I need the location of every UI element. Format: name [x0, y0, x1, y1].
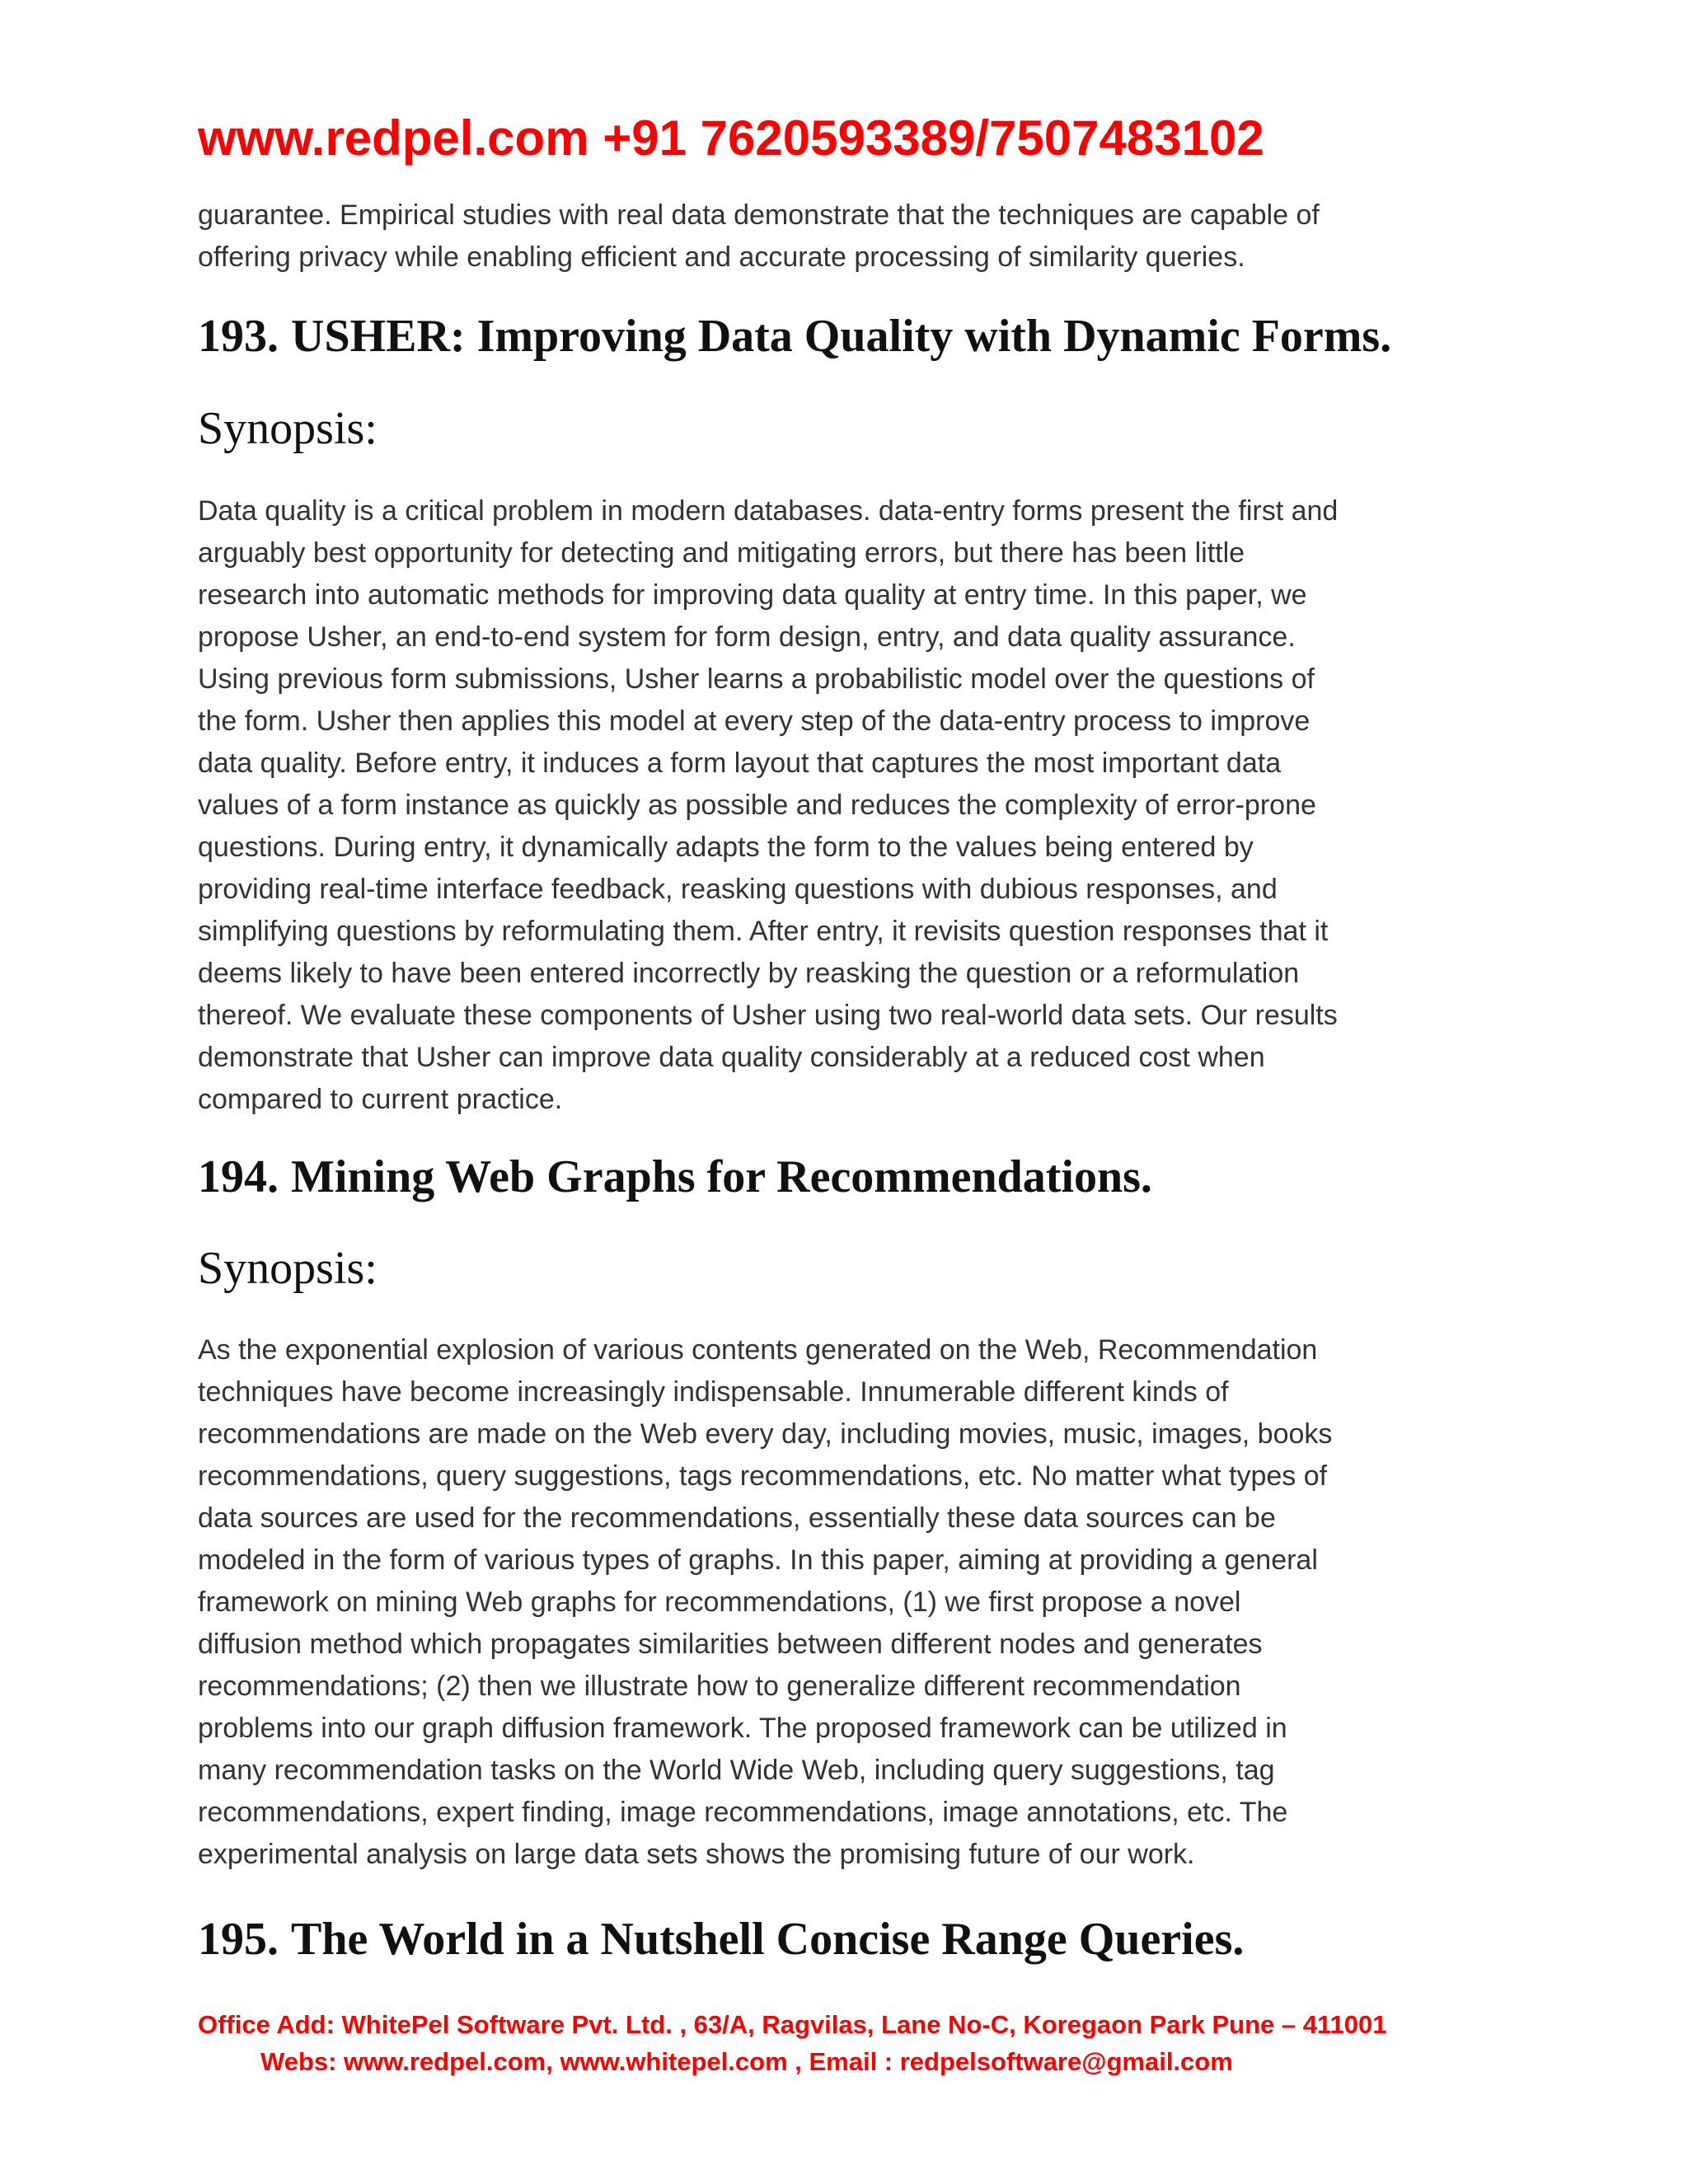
footer-web-email: Webs: www.redpel.com, www.whitepel.com , Email : redpelsoftware@gmail.com — [260, 2047, 1233, 2076]
paragraph-line: modeled in the form of various types of graphs. In this paper, aiming at providing a general — [198, 1544, 1318, 1576]
intro-paragraph — [198, 194, 1500, 279]
paragraph-line: recommendations; (2) then we illustrate how to generalize different recommendation — [198, 1671, 1241, 1702]
section-number: 195. — [198, 1914, 279, 1965]
paragraph-line: propose Usher, an end-to-end system for form design, entry, and data quality assurance. — [198, 621, 1296, 653]
section-paragraph-193 — [198, 490, 1500, 1121]
section-heading-194 — [198, 1147, 1152, 1207]
paragraph-line: problems into our graph diffusion framework. The proposed framework can be utilized in — [198, 1713, 1287, 1744]
section-number: 194. — [198, 1151, 279, 1202]
paragraph-line: providing real-time interface feedback, reasking questions with dubious responses, and — [198, 874, 1278, 905]
paragraph-line: Data quality is a critical problem in modern databases. data-entry forms present the first and — [198, 495, 1339, 527]
page-header-contact: www.redpel.com +91 7620593389/7507483102 — [198, 110, 1264, 166]
paragraph-line: experimental analysis on large data sets shows the promising future of our work. — [198, 1839, 1195, 1870]
paragraph-line: data quality. Before entry, it induces a form layout that captures the most important data — [198, 748, 1282, 779]
section-title: USHER: Improving Data Quality with Dynamic Forms. — [291, 311, 1392, 362]
paragraph-line: recommendations, query suggestions, tags recommendations, etc. No matter what types of — [198, 1460, 1328, 1492]
paragraph-line: diffusion method which propagates similarities between different nodes and generates — [198, 1629, 1263, 1660]
footer-office-address: Office Add: WhitePel Software Pvt. Ltd. , 63/A, Ragvilas, Lane No-C, Koregaon Park Pune – 411001 — [198, 2010, 1387, 2039]
synopsis-label: Synopsis: — [198, 1243, 377, 1294]
paragraph-line: recommendations, expert finding, image recommendations, image annotations, etc. The — [198, 1797, 1288, 1828]
paragraph-line: many recommendation tasks on the World Wide Web, including query suggestions, tag — [198, 1755, 1275, 1786]
paragraph-line: research into automatic methods for improving data quality at entry time. In this paper, we — [198, 579, 1307, 611]
section-heading-193 — [198, 307, 1391, 366]
synopsis-label: Synopsis: — [198, 403, 377, 454]
paragraph-line: techniques have become increasingly indispensable. Innumerable different kinds of — [198, 1376, 1229, 1408]
paragraph-line: values of a form instance as quickly as possible and reduces the complexity of error-prone — [198, 790, 1316, 821]
section-title: Mining Web Graphs for Recommendations. — [291, 1151, 1152, 1202]
section-title: The World in a Nutshell Concise Range Queries. — [291, 1914, 1245, 1965]
section-heading-195 — [198, 1910, 1244, 1969]
paragraph-line: compared to current practice. — [198, 1084, 563, 1115]
paragraph-line: the form. Usher then applies this model at every step of the data-entry process to improve — [198, 705, 1311, 737]
section-paragraph-194 — [198, 1329, 1500, 1876]
paragraph-line: arguably best opportunity for detecting and mitigating errors, but there has been little — [198, 537, 1245, 569]
paragraph-line: questions. During entry, it dynamically adapts the form to the values being entered by — [198, 832, 1254, 863]
paragraph-line: As the exponential explosion of various contents generated on the Web, Recommendation — [198, 1334, 1318, 1366]
paragraph-line: guarantee. Empirical studies with real data demonstrate that the techniques are capable of — [198, 199, 1320, 231]
paragraph-line: deems likely to have been entered incorrectly by reasking the question or a reformulation — [198, 958, 1300, 989]
paragraph-line: thereof. We evaluate these components of Usher using two real-world data sets. Our results — [198, 1000, 1338, 1031]
paragraph-line: offering privacy while enabling efficient and accurate processing of similarity queries. — [198, 241, 1245, 273]
paragraph-line: Using previous form submissions, Usher learns a probabilistic model over the questions of — [198, 663, 1315, 695]
paragraph-line: data sources are used for the recommendations, essentially these data sources can be — [198, 1502, 1276, 1534]
paragraph-line: simplifying questions by reformulating them. After entry, it revisits question responses that it — [198, 916, 1329, 947]
paragraph-line: recommendations are made on the Web every day, including movies, music, images, books — [198, 1418, 1333, 1450]
paragraph-line: demonstrate that Usher can improve data quality considerably at a reduced cost when — [198, 1042, 1265, 1073]
paragraph-line: framework on mining Web graphs for recommendations, (1) we first propose a novel — [198, 1586, 1241, 1618]
section-number: 193. — [198, 311, 279, 362]
